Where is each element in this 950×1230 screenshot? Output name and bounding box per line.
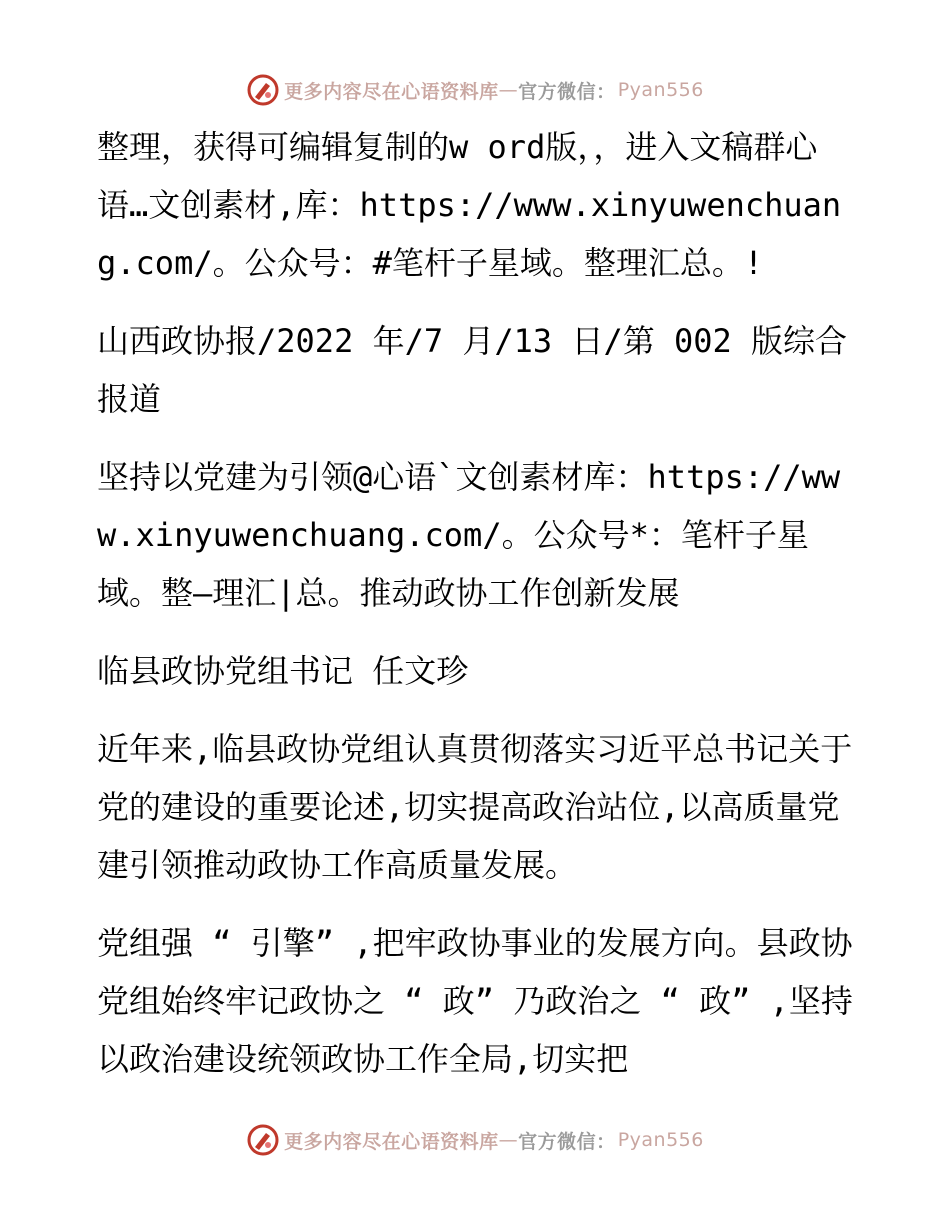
paragraph: 坚持以党建为引领@心语`文创素材库：https://www.xinyuwenchuang.com/。公众号*：笔杆子星域。整—理汇|总。推动政协工作创新发展 (97, 458, 841, 612)
document-body (97, 118, 857, 1108)
brand-logo-icon (246, 1123, 280, 1157)
paragraph: 整理，获得可编辑复制的w ord版，，进入文稿群心语…文创素材,库：https://www.xinyuwenchuang.com/。公众号：#笔杆子星域。整理汇总。! (97, 128, 842, 282)
paragraph: 党组强 “ 引擎” ,把牢政协事业的发展方向。县政协党组始终牢记政协之 “ 政” 乃政治之 “ 政” ,坚持以政治建设统领政协工作全局,切实把 (97, 924, 853, 1078)
banner-dash: — (498, 79, 519, 101)
banner-dash: — (498, 1129, 519, 1151)
paragraph: 临县政协党组书记 任文珍 (97, 652, 469, 690)
banner-wechat-id: Pyan556 (617, 1129, 704, 1151)
banner-text: 更多内容尽在心语资料库 (284, 80, 499, 103)
paragraph: 近年来,临县政协党组认真贯彻落实习近平总书记关于党的建设的重要论述,切实提高政治站位,以高质量党建引领推动政协工作高质量发展。 (97, 730, 853, 884)
footer-watermark-banner (0, 1120, 950, 1160)
banner-label: 官方微信： (518, 80, 616, 103)
banner-label: 官方微信： (518, 1130, 616, 1153)
banner-wechat-id: Pyan556 (617, 79, 704, 101)
banner-text: 更多内容尽在心语资料库 (284, 1130, 499, 1153)
header-watermark-banner (0, 70, 950, 110)
brand-logo-icon (246, 73, 280, 107)
paragraph: 山西政协报/2022 年/7 月/13 日/第 002 版综合报道 (97, 322, 848, 418)
